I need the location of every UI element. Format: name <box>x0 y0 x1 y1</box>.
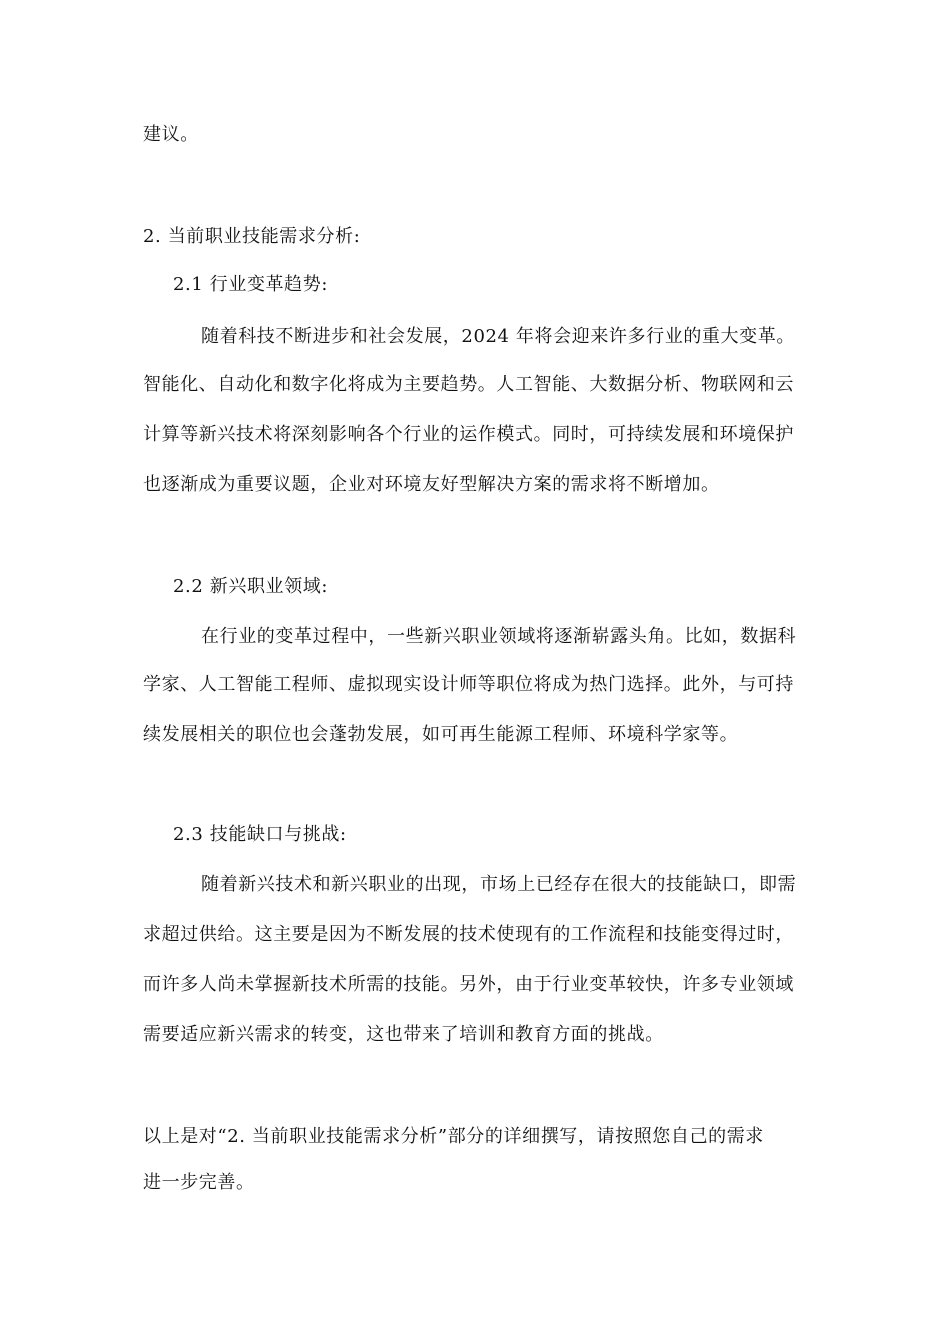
paragraph-line: 需要适应新兴需求的转变，这也带来了培训和教育方面的挑战。 <box>143 1024 664 1045</box>
paragraph-line: 在行业的变革过程中，一些新兴职业领域将逐渐崭露头角。比如，数据科 <box>201 626 797 647</box>
top-fragment-text: 建议。 <box>143 124 199 145</box>
paragraph-line: 随着新兴技术和新兴职业的出现，市场上已经存在很大的技能缺口，即需 <box>201 874 797 895</box>
subsection-heading-2-1: 2.1 行业变革趋势: <box>173 274 329 295</box>
paragraph-line: 续发展相关的职位也会蓬勃发展，如可再生能源工程师、环境科学家等。 <box>143 724 739 745</box>
section-heading: 2. 当前职业技能需求分析: <box>143 226 361 247</box>
paragraph-line: 也逐渐成为重要议题，企业对环境友好型解决方案的需求将不断增加。 <box>143 474 720 495</box>
subsection-heading-2-3: 2.3 技能缺口与挑战: <box>173 824 347 845</box>
closing-line: 进一步完善。 <box>143 1172 255 1193</box>
paragraph-line: 而许多人尚未掌握新技术所需的技能。另外，由于行业变革较快，许多专业领域 <box>143 974 794 995</box>
paragraph-line: 计算等新兴技术将深刻影响各个行业的运作模式。同时，可持续发展和环境保护 <box>143 424 794 445</box>
subsection-heading-2-2: 2.2 新兴职业领域: <box>173 576 329 597</box>
paragraph-line: 智能化、自动化和数字化将成为主要趋势。人工智能、大数据分析、物联网和云 <box>143 374 794 395</box>
closing-line: 以上是对“2. 当前职业技能需求分析”部分的详细撰写，请按照您自己的需求 <box>143 1126 764 1147</box>
paragraph-line: 求超过供给。这主要是因为不断发展的技术使现有的工作流程和技能变得过时， <box>143 924 794 945</box>
paragraph-line: 随着科技不断进步和社会发展，2024 年将会迎来许多行业的重大变革。 <box>201 326 795 347</box>
paragraph-line: 学家、人工智能工程师、虚拟现实设计师等职位将成为热门选择。此外，与可持 <box>143 674 794 695</box>
